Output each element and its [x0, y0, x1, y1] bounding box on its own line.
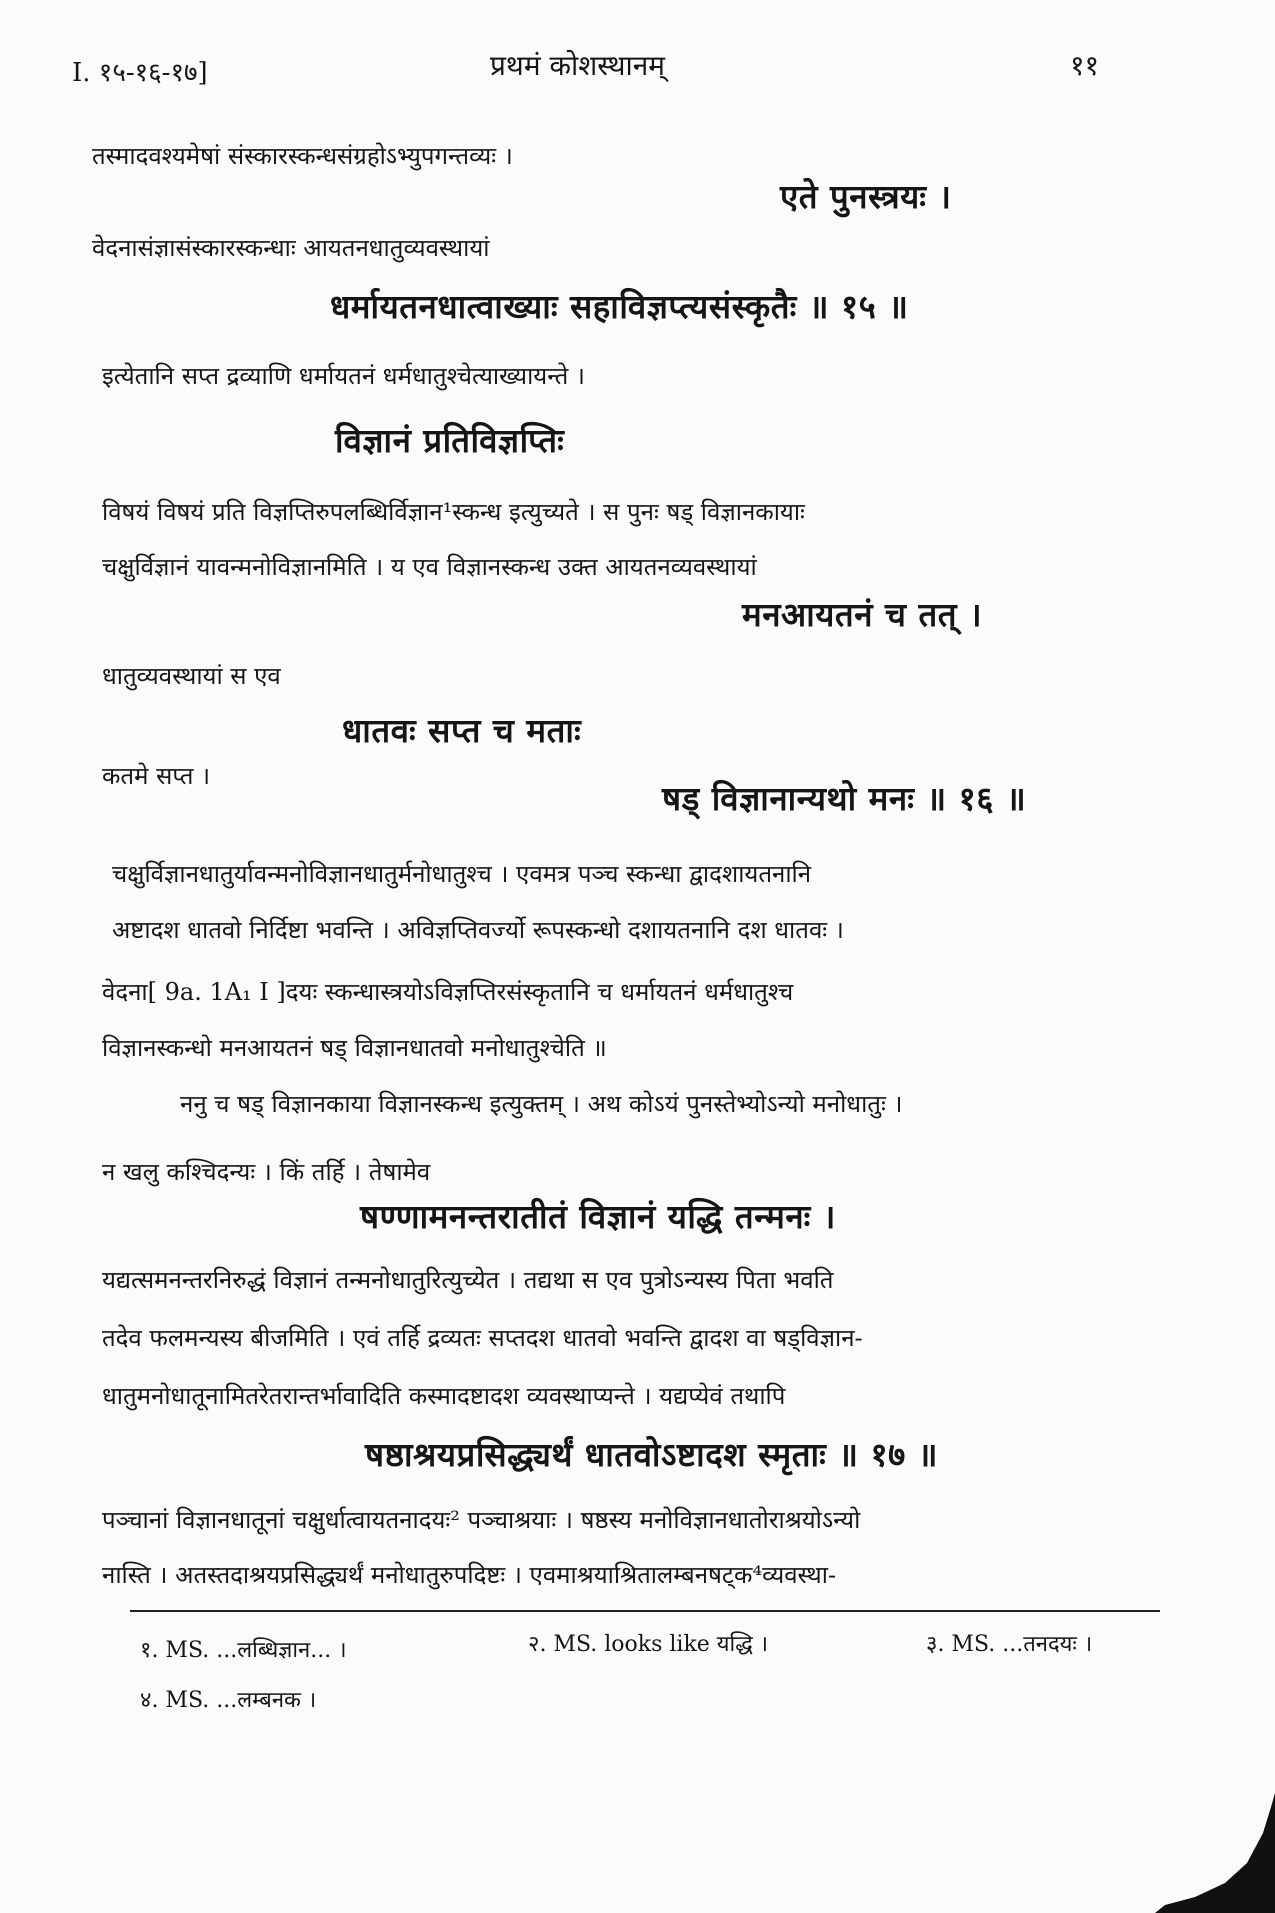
prose-line: वेदना[ 9a. 1A₁ I ]दयः स्कन्धास्त्रयोऽविज्ञप्तिरसंस्कृतानि च धर्मायतनं धर्मधातुश्च — [102, 978, 794, 1006]
prose-line: धातुमनोधातूनामितरेतरान्तर्भावादिति कस्मादष्टादश व्यवस्थाप्यन्ते । यद्यप्येवं तथापि — [102, 1382, 786, 1410]
verse-reference: I. १५-१६-१७] — [72, 58, 208, 88]
prose-line: नास्ति । अतस्तदाश्रयप्रसिद्ध्यर्थं मनोधातुरुपदिष्टः । एवमाश्रयाश्रितालम्बनषट्क⁴व्यवस्था- — [102, 1561, 837, 1589]
footnote-rule — [130, 1610, 1160, 1612]
prose-line: तदेव फलमन्यस्य बीजमिति । एवं तर्हि द्रव्यतः सप्तदश धातवो भवन्ति द्वादश वा षड्विज्ञान- — [102, 1324, 863, 1352]
prose-line: न खलु कश्चिदन्यः । किं तर्हि । तेषामेव — [102, 1158, 431, 1186]
scan-blotch — [1155, 1793, 1275, 1913]
prose-line: अष्टादश धातवो निर्दिष्टा भवन्ति । अविज्ञप्तिवर्ज्यो रूपस्कन्धो दशायतनानि दश धातवः । — [112, 916, 844, 944]
verse-line: धर्मायतनधात्वाख्याः सहाविज्ञप्त्यसंस्कृतैः ॥ १५ ॥ — [330, 287, 909, 326]
verse-line: विज्ञानं प्रतिविज्ञप्तिः — [335, 421, 565, 460]
footnote: २. MS. looks like यद्धि । — [528, 1632, 769, 1657]
prose-line: विषयं विषयं प्रति विज्ञप्तिरुपलब्धिर्विज्ञान¹स्कन्ध इत्युच्यते । स पुनः षड् विज्ञानकायाः — [102, 498, 805, 526]
prose-line: ननु च षड् विज्ञानकाया विज्ञानस्कन्ध इत्युक्तम् । अथ कोऽयं पुनस्तेभ्योऽन्यो मनोधातुः । — [180, 1090, 903, 1118]
prose-line: कतमे सप्त । — [102, 762, 211, 790]
prose-line: वेदनासंज्ञासंस्कारस्कन्धाः आयतनधातुव्यवस्थायां — [92, 234, 490, 262]
prose-line: तस्मादवश्यमेषां संस्कारस्कन्धसंग्रहोऽभ्युपगन्तव्यः । — [92, 142, 513, 170]
verse-line: मनआयतनं च तत् । — [742, 595, 983, 634]
running-title: प्रथमं कोशस्थानम् — [490, 49, 666, 82]
prose-line: चक्षुर्विज्ञानधातुर्यावन्मनोविज्ञानधातुर्मनोधातुश्च । एवमत्र पञ्च स्कन्धा द्वादशायतनानि — [112, 860, 812, 888]
prose-line: इत्येतानि सप्त द्रव्याणि धर्मायतनं धर्मधातुश्चेत्याख्यायन्ते । — [102, 362, 586, 390]
footnote: ३. MS. ...तनदयः । — [926, 1632, 1093, 1657]
verse-line: षण्णामनन्तरातीतं विज्ञानं यद्धि तन्मनः । — [360, 1197, 836, 1236]
verse-line: षड् विज्ञानान्यथो मनः ॥ १६ ॥ — [662, 779, 1027, 818]
footnote: १. MS. ...लब्धिज्ञान... । — [140, 1638, 347, 1663]
verse-line: षष्ठाश्रयप्रसिद्ध्यर्थं धातवोऽष्टादश स्मृताः ॥ १७ ॥ — [365, 1435, 939, 1474]
verse-line: एते पुनस्त्रयः । — [780, 177, 952, 216]
prose-line: पञ्चानां विज्ञानधातूनां चक्षुर्धात्वायतनादयः² पञ्चाश्रयाः । षष्ठस्य मनोविज्ञानधातोराश्रयोऽन्यो — [102, 1506, 861, 1534]
prose-line: धातुव्यवस्थायां स एव — [102, 662, 281, 690]
page-number: ११ — [1070, 49, 1100, 82]
prose-line: यद्यत्समनन्तरनिरुद्धं विज्ञानं तन्मनोधातुरित्युच्येत । तद्यथा स एव पुत्रोऽन्यस्य पिता भवति — [102, 1266, 834, 1294]
prose-line: विज्ञानस्कन्धो मनआयतनं षड् विज्ञानधातवो मनोधातुश्चेति ॥ — [102, 1034, 607, 1062]
footnote: ४. MS. ...लम्बनक । — [140, 1688, 317, 1713]
verse-line: धातवः सप्त च मताः — [342, 711, 582, 750]
prose-line: चक्षुर्विज्ञानं यावन्मनोविज्ञानमिति । य एव विज्ञानस्कन्ध उक्त आयतनव्यवस्थायां — [102, 553, 757, 581]
